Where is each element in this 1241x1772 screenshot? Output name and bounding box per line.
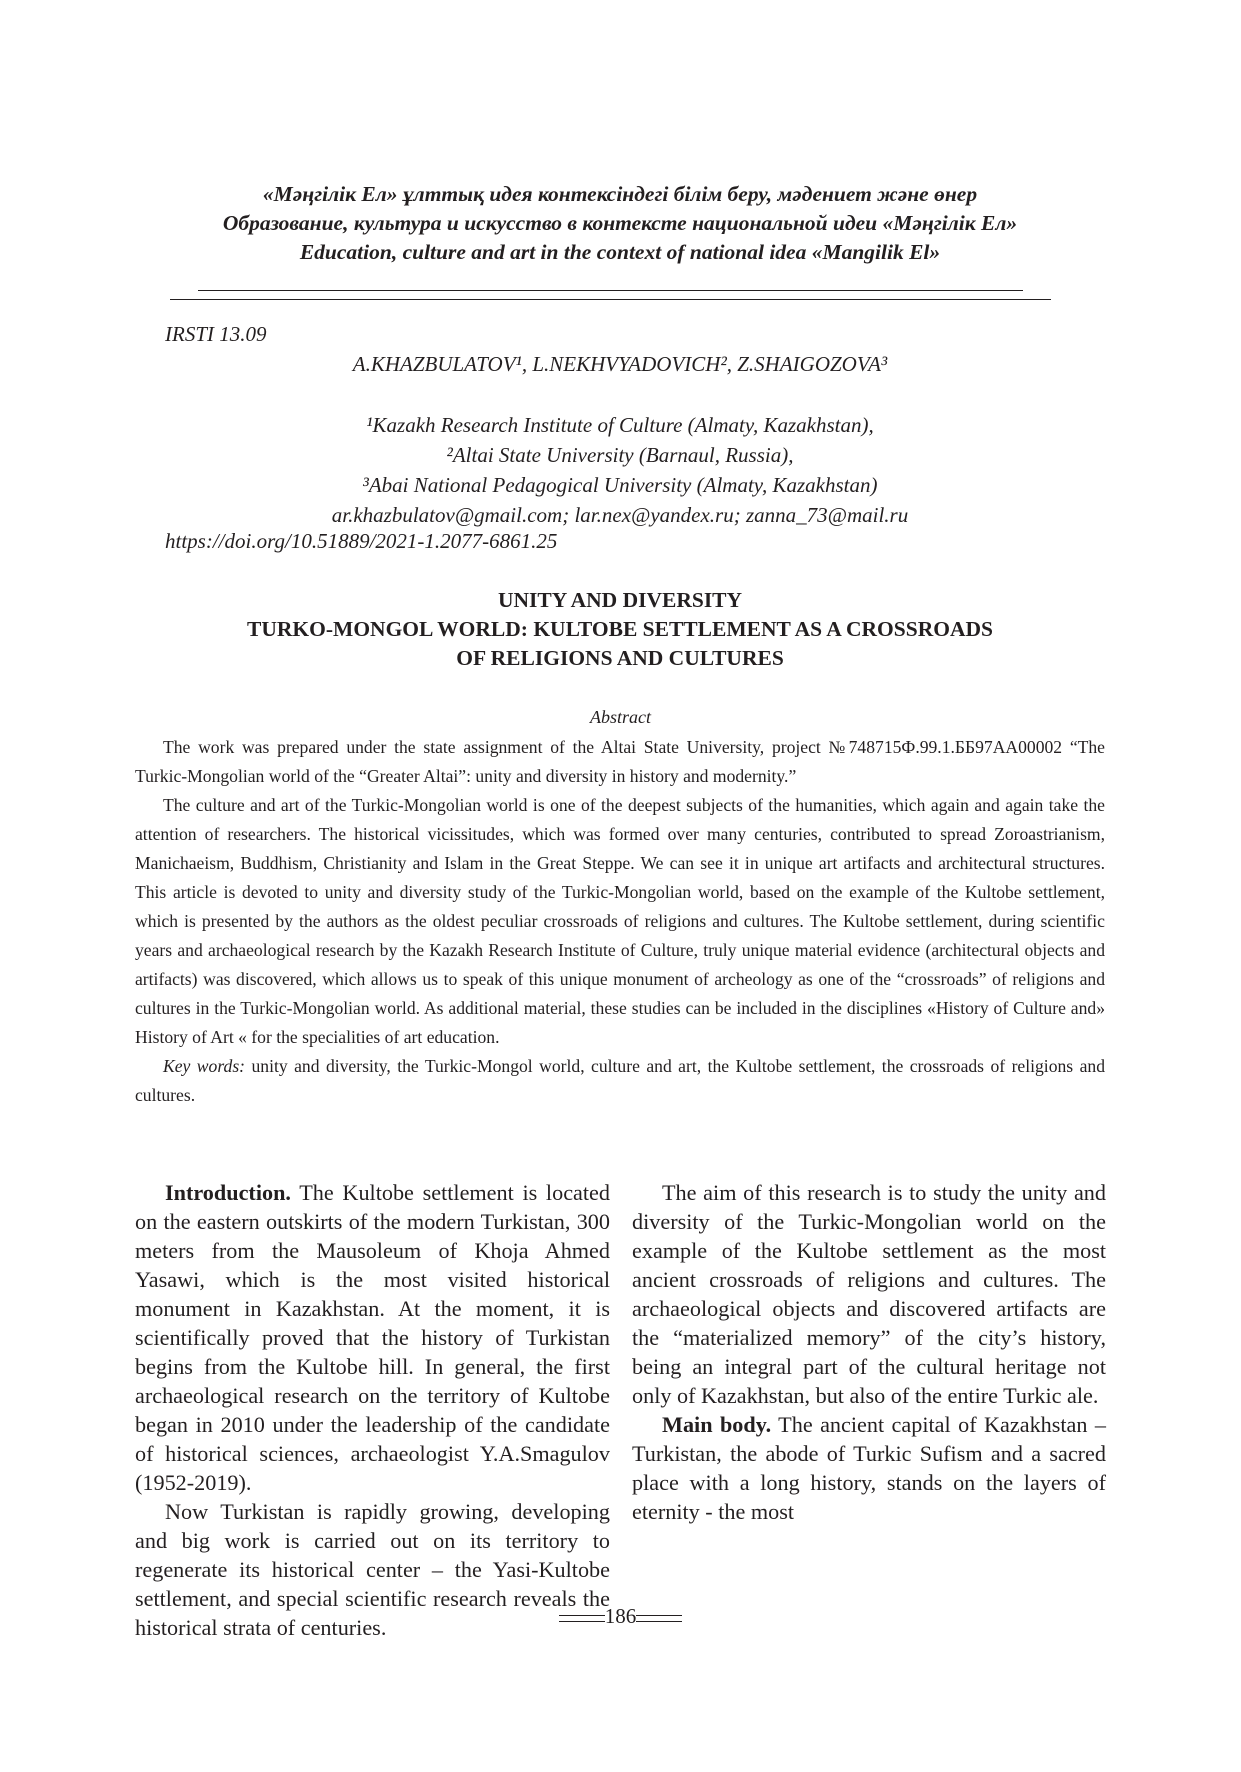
- introduction-label: Introduction.: [165, 1180, 291, 1205]
- header-rule-bottom: [170, 299, 1051, 300]
- doi-link: https://doi.org/10.51889/2021-1.2077-6861.25: [165, 529, 558, 553]
- abstract-heading: Abstract: [590, 707, 651, 727]
- title-line-2: TURKO-MONGOL WORLD: KULTOBE SETTLEMENT AS A CROSSROADS: [247, 617, 993, 641]
- header-russian: Образование, культура и искусство в контексте национальной идеи «Мәңгілік Ел»: [222, 211, 1018, 235]
- header-kazakh: «Мәңгілік Ел» ұлттық идея контексіндегі білім беру, мәдениет және өнер: [262, 182, 978, 206]
- introduction-text: The Kultobe settlement is located on the eastern outskirts of the modern Turkistan, 300 meters from the Mausoleum of Khoja Ahmed Yasawi, which is the most visited historical monument in Kazakhstan. At the moment, it is scientifically proved that the history of Turkistan begins from the Kultobe hill. In general, the first archaeological research on the territory of Kultobe began in 2010 under the leadership of the candidate of historical sciences, archaeologist Y.A.Smagulov (1952-2019).: [135, 1180, 610, 1495]
- title-line-3: OF RELIGIONS AND CULTURES: [456, 646, 784, 670]
- main-body-text: The ancient capital of Kazakhstan – Turkistan, the abode of Turkic Sufism and a sacred place with a long history, stands on the layers of eternity - the most: [632, 1412, 1107, 1524]
- page-footer: [0, 1604, 1241, 1629]
- body-paragraph-2: Now Turkistan is rapidly growing, developing and big work is carried out on its territory to regenerate its historical center – the Yasi-Kultobe settlement, and special scientific research reveals the historical strata of centuries.: [135, 1499, 610, 1640]
- affiliation-2: ²Altai State University (Barnaul, Russia),: [446, 443, 794, 467]
- author-emails: ar.khazbulatov@gmail.com; lar.nex@yandex.ru; zanna_73@mail.ru: [331, 503, 909, 527]
- abstract-paragraph-2: The culture and art of the Turkic-Mongolian world is one of the deepest subjects of the humanities, which again and again take the attention of researchers. The historical vicissitudes, which was formed over many centuries, contributed to spread Zoroastrianism, Manichaeism, Buddhism, Christianity and Islam in the Great Steppe. We can see it in unique art artifacts and architectural structures. This article is devoted to unity and diversity study of the Turkic-Mongolian world, based on the example of the Kultobe settlement, which is presented by the authors as the oldest peculiar crossroads of religions and cultures. The Kultobe settlement, during scientific years and archaeological research by the Kazakh Research Institute of Culture, truly unique material evidence (architectural objects and artifacts) was discovered, which allows us to speak of this unique monument of archeology as one of the “crossroads” of religions and cultures in the Turkic-Mongolian world. As additional material, these studies can be included in the disciplines «History of Culture and» History of Art « for the specialities of art education.: [135, 795, 1105, 1047]
- affiliations: [180, 410, 1060, 530]
- footer-dash-left: [559, 1615, 605, 1622]
- title-line-1: UNITY AND DIVERSITY: [497, 588, 743, 612]
- keywords-label: Key words:: [163, 1056, 246, 1076]
- body-column-right: [632, 1178, 1106, 1526]
- irsti-code: IRSTI 13.09: [165, 322, 267, 346]
- author-list: A.KHAZBULATOV¹, L.NEKHVYADOVICH², Z.SHAIGOZOVA³: [352, 352, 888, 376]
- article-title: [150, 586, 1090, 673]
- keywords-text: unity and diversity, the Turkic-Mongol world, culture and art, the Kultobe settlement, the crossroads of religions and cultures.: [135, 1056, 1105, 1105]
- body-paragraph-3: The aim of this research is to study the unity and diversity of the Turkic-Mongolian world on the example of the Kultobe settlement as the most ancient crossroads of religions and cultures. The archaeological objects and discovered artifacts are the “materialized memory” of the city’s history, being an integral part of the cultural heritage not only of Kazakhstan, but also of the entire Turkic ale.: [632, 1180, 1106, 1408]
- keywords: [135, 1052, 1105, 1110]
- header-rule-top: [198, 290, 1023, 291]
- main-body-paragraph: [632, 1410, 1106, 1526]
- footer-dash-right: [636, 1615, 682, 1622]
- affiliation-3: ³Abai National Pedagogical University (Almaty, Kazakhstan): [362, 473, 878, 497]
- abstract-paragraph-1: The work was prepared under the state assignment of the Altai State University, project №748715Ф.99.1.ББ97АА00002 “The Turkic-Mongolian world of the “Greater Altai”: unity and diversity in history and modernity.”: [135, 737, 1105, 786]
- page-number: 186: [604, 1604, 637, 1628]
- header-english: Education, culture and art in the context of national idea «Mangilik El»: [299, 240, 941, 264]
- affiliation-1: ¹Kazakh Research Institute of Culture (Almaty, Kazakhstan),: [366, 413, 874, 437]
- abstract-body: [135, 733, 1105, 1110]
- running-header: [130, 180, 1110, 267]
- main-body-label: Main body.: [662, 1412, 772, 1437]
- body-column-left: [135, 1178, 610, 1642]
- introduction-paragraph: [135, 1178, 610, 1497]
